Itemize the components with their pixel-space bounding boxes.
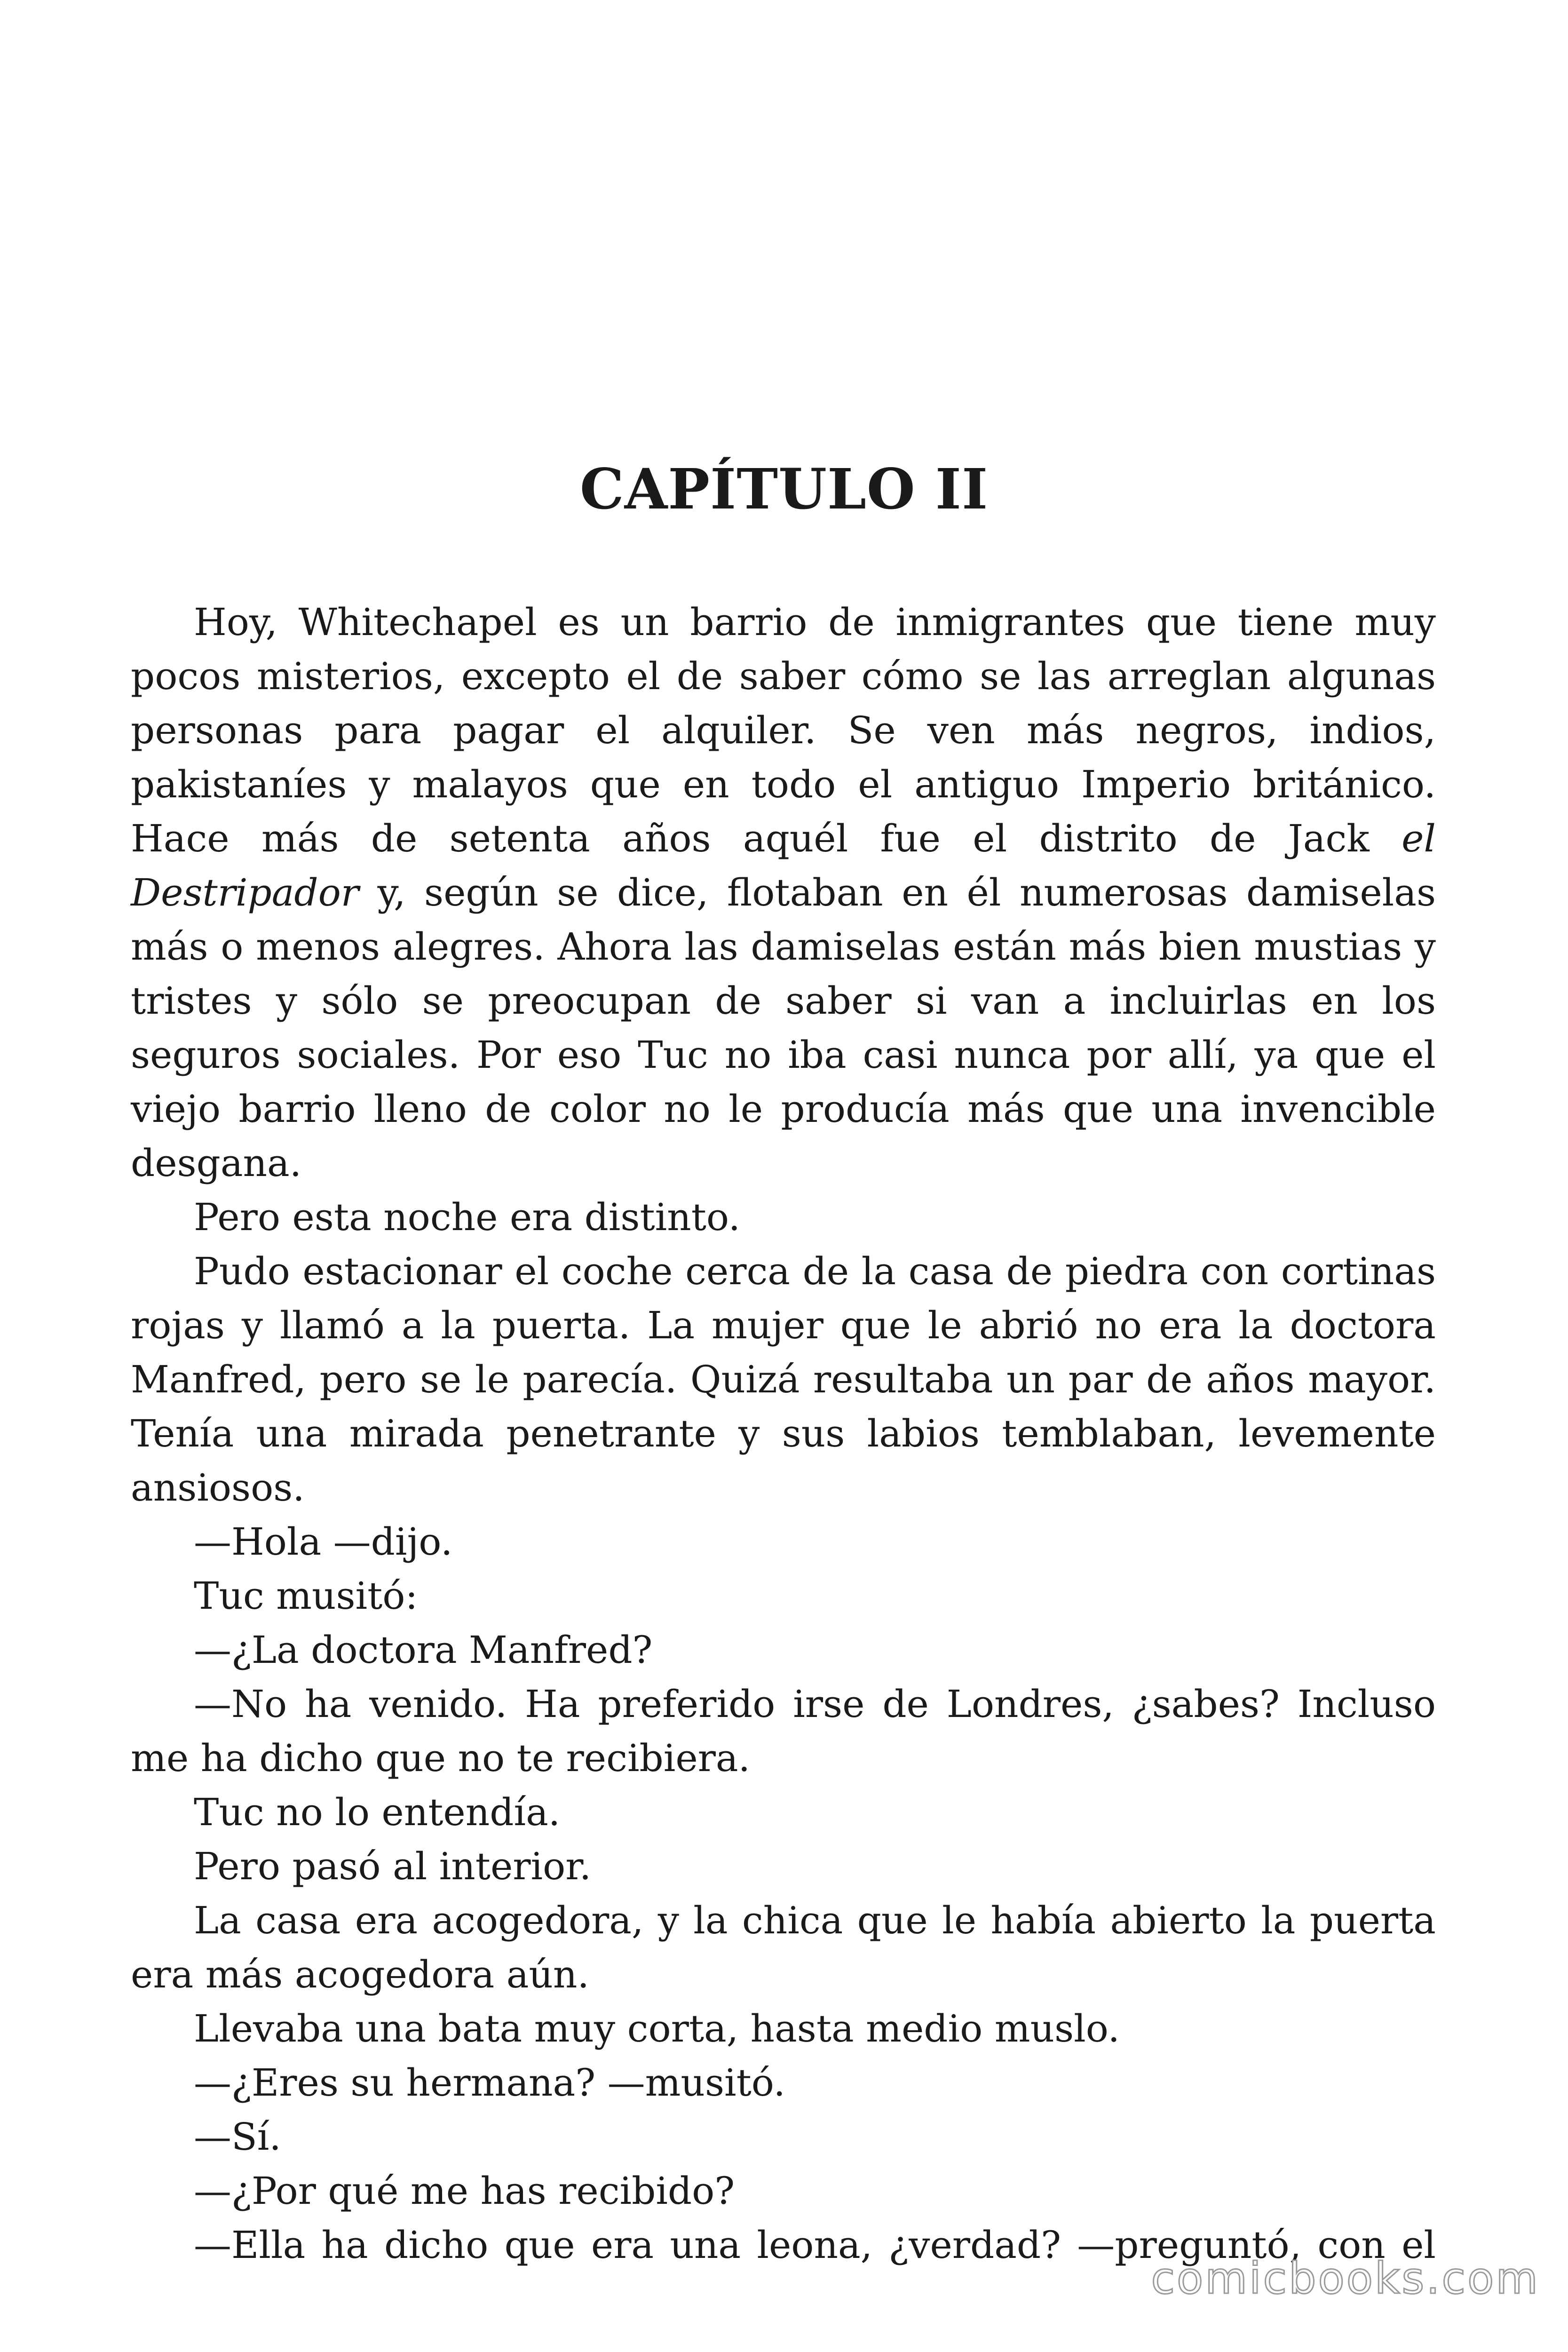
- paragraph: —Sí.: [194, 2115, 281, 2159]
- paragraph: Pero pasó al interior.: [194, 1844, 592, 1888]
- paragraph: —Hola —dijo.: [194, 1520, 453, 1564]
- paragraph: —¿Eres su hermana? —musitó.: [194, 2061, 785, 2105]
- paragraph: Pudo estacionar el coche cerca de la casa de piedra con cortinas rojas y llamó a la puerta. La mujer que le abrió no era la doctora Manfred, pero se le parecía. Quizá resultaba un par de años mayor. Tenía una mirada penetrante y sus labios temblaban, levemente ansiosos.: [131, 1249, 1436, 1510]
- paragraph: Pero esta noche era distinto.: [194, 1195, 741, 1239]
- body-text: [131, 595, 1436, 2272]
- paragraph: —No ha venido. Ha preferido irse de Londres, ¿sabes? Incluso me ha dicho que no te recibiera.: [131, 1682, 1436, 1780]
- paragraph: La casa era acogedora, y la chica que le había abierto la puerta era más acogedora aún.: [131, 1899, 1436, 1996]
- watermark: comicbooks.com: [1151, 2253, 1540, 2304]
- paragraph: —¿Por qué me has recibido?: [194, 2169, 735, 2213]
- paragraph: —¿La doctora Manfred?: [194, 1628, 653, 1672]
- paragraph: —Ella ha dicho que era una leona, ¿verdad? —preguntó, con el: [194, 2223, 1436, 2267]
- paragraph-text: Hoy, Whitechapel es un barrio de inmigrantes que tiene muy pocos misterios, excepto el de saber cómo se las arreglan algunas personas para pagar el alquiler. Se ven más negros, indios, pakistaníes y malayos que en todo el antiguo Imperio británico. Hace más de setenta años aquél fue el distrito de Jack: [131, 600, 1436, 860]
- paragraph-text: y, según se dice, flotaban en él numerosas damiselas más o menos alegres. Ahora las damiselas están más bien mustias y tristes y sólo se preocupan de saber si van a incluirlas en los seguros sociales. Por eso Tuc no iba casi nunca por allí, ya que el viejo barrio lleno de color no le producía más que una invencible desgana.: [131, 871, 1436, 1185]
- chapter-title: CAPÍTULO II: [579, 456, 989, 522]
- paragraph: Tuc no lo entendía.: [194, 1790, 561, 1834]
- paragraph: Llevaba una bata muy corta, hasta medio muslo.: [194, 2007, 1120, 2050]
- paragraph: Tuc musitó:: [194, 1574, 418, 1618]
- italic-name: el Destripador: [131, 817, 1436, 914]
- paragraph: [131, 595, 1436, 1190]
